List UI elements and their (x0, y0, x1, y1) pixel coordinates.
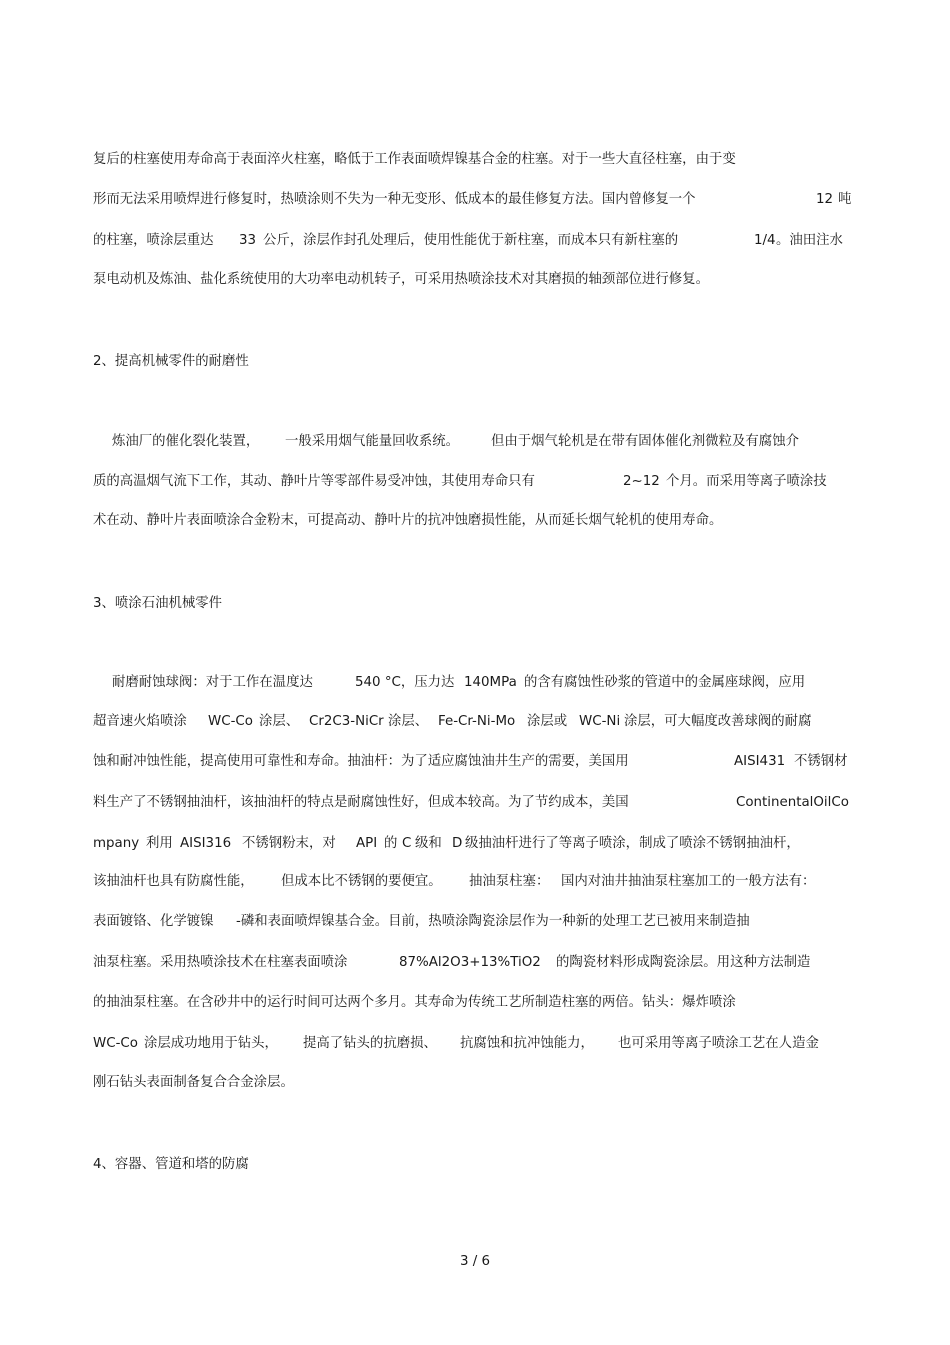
text-run: 蚀和耐冲蚀性能，提高使用可靠性和寿命。抽油杆：为了适应腐蚀油井生产的需要，美国用 (93, 754, 629, 769)
section-heading-3: 3、喷涂石油机械零件 (93, 596, 223, 611)
page-number: 3 / 6 (459, 1254, 491, 1269)
paragraph-3-line-3 (93, 752, 855, 772)
text-run: Cr2C3-NiCr (309, 714, 384, 729)
text-run: 油泵柱塞。采用热喷涂技术在柱塞表面喷涂 (93, 955, 348, 970)
text-run: 刚石钻头表面制备复合合金涂层。 (93, 1075, 294, 1090)
paragraph-3-line-10 (93, 1034, 855, 1054)
text-run: 提高了钻头的抗磨损、 (303, 1036, 437, 1051)
text-run: 1/4 (754, 233, 776, 248)
text-run: 的柱塞，喷涂层重达 (93, 233, 214, 248)
paragraph-2-line-3 (93, 511, 855, 531)
paragraph-3-line-4 (93, 793, 855, 813)
paragraph-2-line-2 (93, 472, 855, 492)
text-run: 140MPa (464, 675, 517, 690)
text-run: 87%Al2O3+13%TiO2 (399, 955, 541, 970)
paragraph-3-line-6 (93, 872, 855, 892)
text-run: 540 °C，压力达 (355, 675, 455, 690)
text-run: 。油田注水 (776, 233, 843, 248)
text-run: D (452, 836, 463, 851)
text-run: 12 (816, 192, 834, 207)
text-run: 不锈钢粉末，对 (242, 836, 336, 851)
text-run: 也可采用等离子喷涂工艺在人造金 (618, 1036, 819, 1051)
text-run: 不锈钢材 (794, 754, 848, 769)
text-run: 涂层、 (259, 714, 300, 729)
text-run: 的 (384, 836, 398, 851)
text-run: 术在动、静叶片表面喷涂合金粉末，可提高动、静叶片的抗冲蚀磨损性能，从而延长烟气轮机的使用寿命。 (93, 513, 723, 528)
section-heading-2: 2、提高机械零件的耐磨性 (93, 354, 249, 369)
text-run: 2~12 (623, 474, 660, 489)
text-run: 但由于烟气轮机是在带有固体催化剂微粒及有腐蚀介 (491, 434, 799, 449)
text-run: 泵电动机及炼油、盐化系统使用的大功率电动机转子，可采用热喷涂技术对其磨损的轴颈部位进行修复。 (93, 272, 709, 287)
text-run: 的含有腐蚀性砂浆的管道中的金属座球阀，应用 (524, 675, 806, 690)
text-run: mpany (93, 836, 140, 851)
text-run: 超音速火焰喷涂 (93, 714, 187, 729)
paragraph-1-line-2 (93, 190, 855, 210)
text-run: 炼油厂的催化裂化装置， (112, 434, 260, 449)
text-run: 级抽油杆进行了等离子喷涂，制成了喷涂不锈钢抽油杆， (465, 836, 800, 851)
text-run: 涂层，可大幅度改善球阀的耐腐 (624, 714, 812, 729)
text-run: 质的高温烟气流下工作，其动、静叶片等零部件易受冲蚀，其使用寿命只有 (93, 474, 535, 489)
text-run: AISI431 (734, 754, 786, 769)
paragraph-3-line-11 (93, 1073, 855, 1093)
text-run: 料生产了不锈钢抽油杆，该抽油杆的特点是耐腐蚀性好，但成本较高。为了节约成本，美国 (93, 795, 629, 810)
text-run: Fe-Cr-Ni-Mo (438, 714, 516, 729)
text-run: 33 (239, 233, 257, 248)
text-run: -磷和表面喷焊镍基合金。目前，热喷涂陶瓷涂层作为一种新的处理工艺已被用来制造抽 (236, 914, 750, 929)
text-run: 形而无法采用喷焊进行修复时，热喷涂则不失为一种无变形、低成本的最佳修复方法。国内曾修复一个 (93, 192, 696, 207)
text-run: 抗腐蚀和抗冲蚀能力， (460, 1036, 594, 1051)
text-run: WC-Co (208, 714, 253, 729)
text-run: 涂层成功地用于钻头， (144, 1036, 278, 1051)
text-run: 一般采用烟气能量回收系统。 (285, 434, 460, 449)
paragraph-3-line-2 (93, 712, 855, 732)
text-run: 利用 (146, 836, 173, 851)
text-run: WC-Co (93, 1036, 138, 1051)
text-run: API (356, 836, 378, 851)
text-run: 的陶瓷材料形成陶瓷涂层。用这种方法制造 (556, 955, 811, 970)
paragraph-1-line-3 (93, 231, 855, 251)
text-run: C (402, 836, 412, 851)
paragraph-3-line-7 (93, 912, 855, 932)
text-run: 个月。而采用等离子喷涂技 (666, 474, 827, 489)
paragraph-3-line-1 (93, 673, 855, 693)
paragraph-2-line-1 (93, 432, 855, 452)
section-heading-4: 4、容器、管道和塔的防腐 (93, 1157, 249, 1172)
text-run: 耐磨耐蚀球阀：对于工作在温度达 (112, 675, 313, 690)
paragraph-3-line-9 (93, 993, 855, 1013)
text-run: WC-Ni (579, 714, 621, 729)
text-run: 涂层、 (388, 714, 429, 729)
text-run: AISI316 (180, 836, 232, 851)
text-run: 的抽油泵柱塞。在含砂井中的运行时间可达两个多月。其寿命为传统工艺所制造柱塞的两倍。钻头：爆炸喷涂 (93, 995, 736, 1010)
text-run: 但成本比不锈钢的要便宜。 (281, 874, 442, 889)
text-run: 抽油泵柱塞： (469, 874, 550, 889)
text-run: 涂层或 (527, 714, 568, 729)
paragraph-1-line-1 (93, 150, 855, 170)
paragraph-3-line-5 (93, 834, 855, 854)
text-run: 吨 (838, 192, 852, 207)
text-run: 该抽油杆也具有防腐性能， (93, 874, 254, 889)
text-run: ContinentalOilCo (736, 795, 849, 810)
text-run: 表面镀铬、化学镀镍 (93, 914, 214, 929)
paragraph-3-line-8 (93, 953, 855, 973)
text-run: 复后的柱塞使用寿命高于表面淬火柱塞，略低于工作表面喷焊镍基合金的柱塞。对于一些大直径柱塞，由于变 (93, 152, 736, 167)
paragraph-1-line-4 (93, 270, 855, 290)
text-run: 级和 (415, 836, 442, 851)
text-run: 公斤，涂层作封孔处理后，使用性能优于新柱塞，而成本只有新柱塞的 (263, 233, 679, 248)
text-run: 国内对油井抽油泵柱塞加工的一般方法有： (561, 874, 816, 889)
